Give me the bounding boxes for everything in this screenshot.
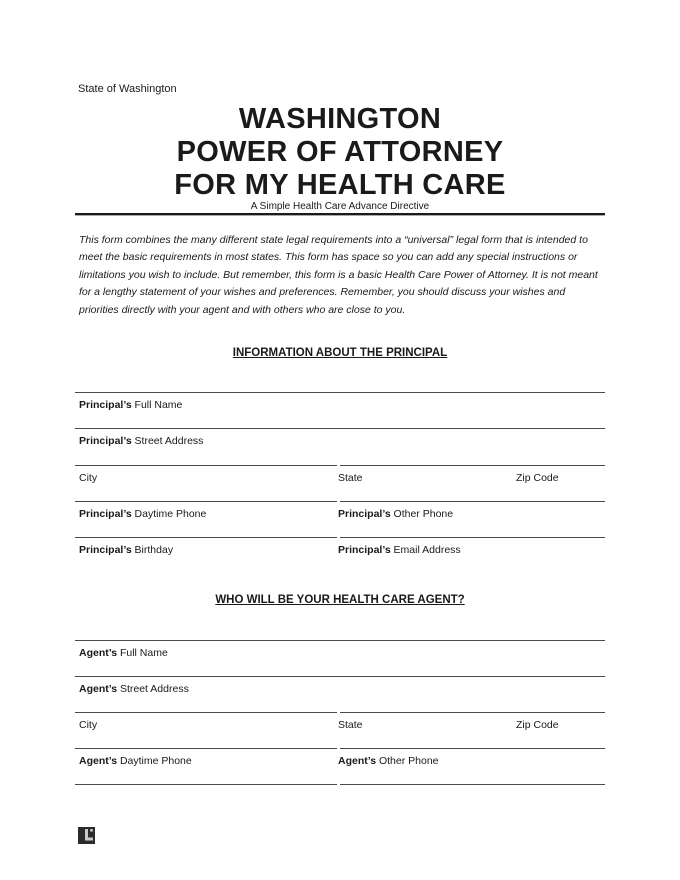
principal-daytime-phone-input[interactable] xyxy=(75,475,337,502)
title-line-1: WASHINGTON xyxy=(238,103,442,135)
agent-daytime-phone-input[interactable] xyxy=(75,722,337,749)
principal-birthday-input[interactable] xyxy=(75,511,337,538)
title-line-2: POWER OF ATTORNEY xyxy=(176,136,504,168)
principal-section-heading: INFORMATION ABOUT THE PRINCIPAL xyxy=(232,347,448,359)
agent-state-label: State xyxy=(338,719,363,731)
principal-state-input[interactable] xyxy=(340,439,516,466)
principal-city-input[interactable] xyxy=(75,439,337,466)
principal-other-phone-input[interactable] xyxy=(340,475,605,502)
agent-street-address-label: Agent’s Street Address xyxy=(79,683,189,695)
agent-street-address-input[interactable] xyxy=(75,650,605,677)
header-divider xyxy=(75,213,605,216)
blank-input-line-left[interactable] xyxy=(75,758,337,785)
agent-full-name-input[interactable] xyxy=(75,614,605,641)
principal-email-input[interactable] xyxy=(340,511,605,538)
agent-other-phone-input[interactable] xyxy=(340,722,605,749)
principal-other-phone-label: Principal’s Other Phone xyxy=(338,508,454,520)
principal-state-label: State xyxy=(338,472,363,484)
principal-zip-label: Zip Code xyxy=(516,472,559,484)
principal-street-address-input[interactable] xyxy=(75,402,605,429)
blank-input-line-right[interactable] xyxy=(340,758,605,785)
agent-other-phone-label: Agent’s Other Phone xyxy=(338,755,439,767)
title-line-3: FOR MY HEALTH CARE xyxy=(174,169,506,201)
intro-paragraph: This form combines the many different state legal requirements into a “universal” legal form that is intended to meet the basic requirements in most states. This form has space so you can add any special instructions or limitations you wish to include. But remember, this form is a basic Health Care Power of Attorney. It is not meant for a lengthy statement of your wishes and preferences. Remember, you should discuss your wishes and priorities directly with your agent and with others who are close to you. xyxy=(79,234,598,316)
principal-city-label: City xyxy=(79,472,98,484)
document-subtitle: A Simple Health Care Advance Directive xyxy=(250,201,430,212)
legal-templates-logo-icon xyxy=(78,827,95,844)
agent-full-name-label: Agent’s Full Name xyxy=(79,647,168,659)
principal-birthday-label: Principal’s Birthday xyxy=(79,544,174,556)
agent-zip-input[interactable] xyxy=(516,686,605,713)
agent-city-label: City xyxy=(79,719,98,731)
principal-street-address-label: Principal’s Street Address xyxy=(79,435,204,447)
principal-full-name-input[interactable] xyxy=(75,366,605,393)
document-title xyxy=(0,103,680,202)
agent-zip-label: Zip Code xyxy=(516,719,559,731)
state-label: State of Washington xyxy=(78,83,177,95)
agent-daytime-phone-label: Agent’s Daytime Phone xyxy=(79,755,192,767)
principal-daytime-phone-label: Principal’s Daytime Phone xyxy=(79,508,207,520)
agent-state-input[interactable] xyxy=(340,686,516,713)
principal-full-name-label: Principal’s Full Name xyxy=(79,399,183,411)
principal-zip-input[interactable] xyxy=(516,439,605,466)
principal-email-label: Principal’s Email Address xyxy=(338,544,461,556)
agent-city-input[interactable] xyxy=(75,686,337,713)
agent-section-heading: WHO WILL BE YOUR HEALTH CARE AGENT? xyxy=(215,594,465,606)
